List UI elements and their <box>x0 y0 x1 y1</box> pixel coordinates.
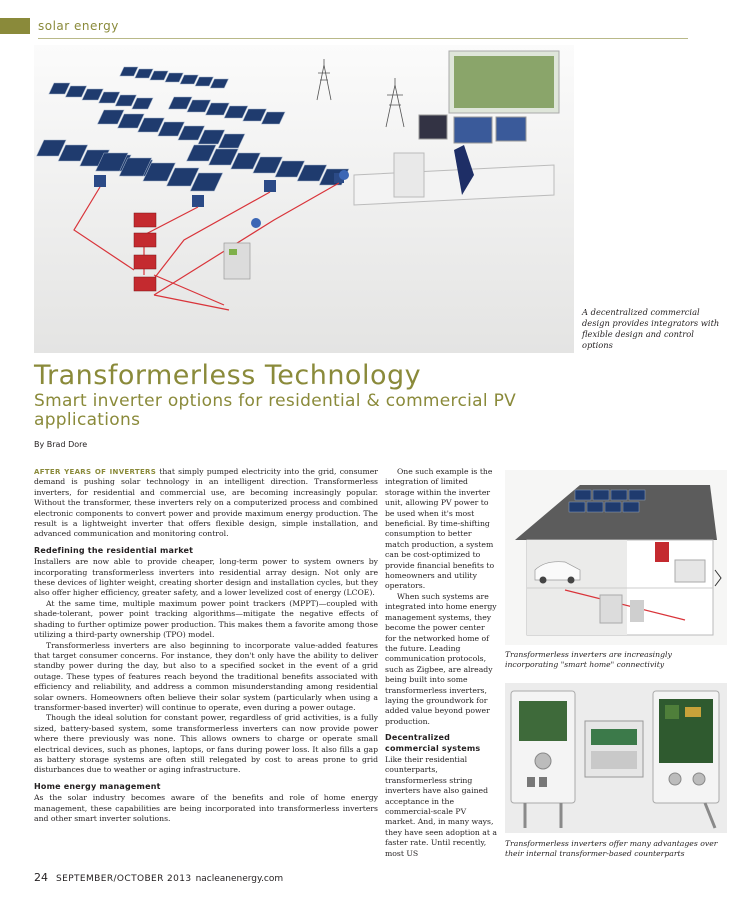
paragraph: Installers are now able to provide cheaper, long-term power to system owners by incorporating transformerless inverters into residential array design. Not only are these devices of lighter weight, creating shorter design and installation cycles, but they also offer higher efficiency, greater safety, and a lower levelized cost of energy (LCOE). <box>34 557 378 598</box>
hero-caption: A decentralized commercial design provides integrators with flexible design and control options <box>582 307 720 350</box>
paragraph: Like their residential counterparts, transformerless string inverters have also gained acceptance in the commercial-scale PV market. And, in many ways, they have seen adoption at a faster rate. Until recently, most US <box>385 754 498 858</box>
paragraph: Transformerless inverters are also beginning to incorporate value-added features that target consumer concerns. For instance, they don't only have the ability to deliver standby power during the day, but also to a specified socket in the event of a grid outage. These types of features reach beyond the traditional benefits associated with efficiency and reliability, and address a common misunderstanding among residential solar owners. Homeowners often believe their solar system (particularly when using a transformer-based inverter) will continue to operate, even during a power outage. <box>34 640 378 712</box>
inverter-caption: Transformerless inverters offer many advantages over their internal transformer-based counterparts <box>505 839 718 858</box>
section-rule <box>38 38 688 39</box>
solar-farm-illustration <box>34 45 574 353</box>
page-footer <box>34 871 283 884</box>
article-title: Transformerless Technology <box>34 360 422 391</box>
lead-in: AFTER YEARS OF INVERTERS <box>34 468 157 476</box>
article-column-1 <box>34 467 378 824</box>
paragraph: As the solar industry becomes aware of the benefits and role of home energy management, these capabilities are being incorporated into transformerless inverters and other smart inverter solutions. <box>34 793 378 823</box>
house-caption: Transformerless inverters are increasingly incorporating "smart home" connectivity <box>505 650 672 669</box>
paragraph: Though the ideal solution for constant power, regardless of grid activities, is a fully sized, battery-based system, some transformerless inverters can now provide power where there previously was none. This allows owners to charge or operate small electrical devices, such as phones, laptops, or fans during power loss. It also fills a gap as battery storage systems are often still relegated by cost to areas prone to grid disturbances due to weather or aging infrastructure. <box>34 713 378 775</box>
house-icon <box>505 470 727 645</box>
inverter-photo <box>505 683 727 833</box>
section-label: solar energy <box>38 19 119 33</box>
byline: By Brad Dore <box>34 440 88 449</box>
article-column-2 <box>385 467 498 859</box>
paragraph: At the same time, multiple maximum power point trackers (MPPT)—coupled with shade-tolerant, power point tracking algorithms—mitigate the negative effects of shading to further optimize power production. This makes them a favorite among those utilizing a third-party ownership (TPO) model. <box>34 598 378 640</box>
paragraph: When such systems are integrated into home energy management systems, they become the power center for the networked home of the future. Leading communication protocols, such as Zigbee, are already being built into some transformerless inverters, laying the groundwork for added value beyond power production. <box>385 591 497 726</box>
inverter-hardware-icon <box>505 683 727 833</box>
paragraph: One such example is the integration of limited storage within the inverter unit, allowing PV power to be used when it's most beneficial. By time-shifting consumption to better match production, a system can be cost-optimized to provide financial benefits to homeowners and utility operators. <box>385 467 495 591</box>
smart-home-illustration <box>505 470 727 645</box>
website-link[interactable]: nacleanenergy.com <box>195 874 284 884</box>
paragraph-intro <box>34 467 378 540</box>
hero-illustration <box>34 45 574 353</box>
heading-commercial: Decentralized commercial systems <box>385 733 481 753</box>
heading-home-energy: Home energy management <box>34 781 161 791</box>
heading-residential: Redefining the residential market <box>34 545 194 555</box>
intro-text: that simply pumped electricity into the grid, consumer demand is pushing solar technology in an intelligent direction. Transformerless inverters, for residential and commercial use, are becoming increasingly popular. Without the transformer, these inverters rely on a computerized process and combined electronic components to convert power and provide maximum energy production. The result is a lightweight inverter that offers flexible design, simple installation, and advanced communication and monitoring control. <box>34 467 378 539</box>
article-subtitle: Smart inverter options for residential & commercial PV applications <box>34 391 517 430</box>
issue-date: SEPTEMBER/OCTOBER 2013 <box>56 874 192 884</box>
section-color-bar <box>0 18 30 34</box>
page-number: 24 <box>34 871 48 884</box>
